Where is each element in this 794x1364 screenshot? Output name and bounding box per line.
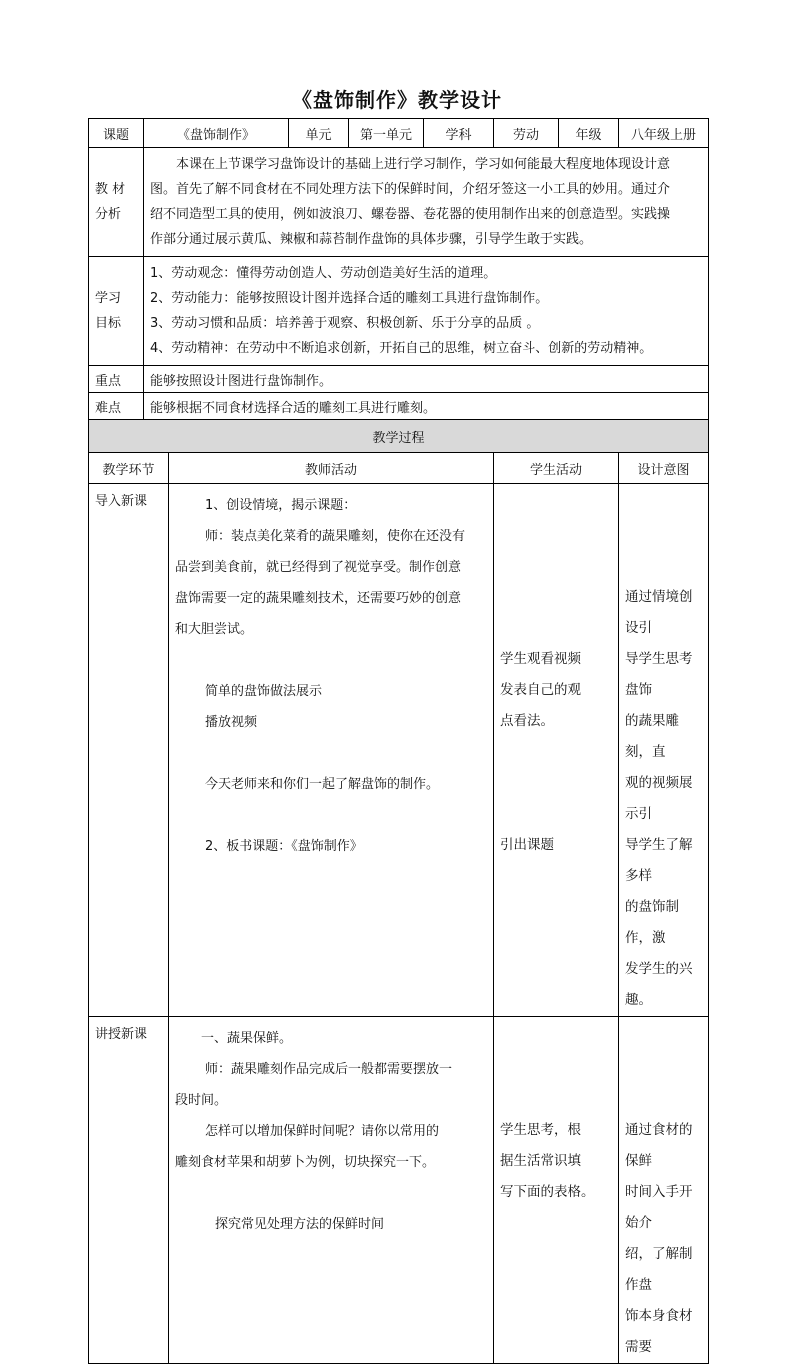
design-intent-lecture: 通过食材的保鲜 时间入手开始介 绍，了解制作盘 饰本身食材需要 (619, 1017, 709, 1364)
stage-intro: 导入新课 (89, 484, 169, 1017)
lesson-value: 《盘饰制作》 (144, 119, 289, 148)
objectives-row (89, 257, 709, 366)
column-student: 学生活动 (494, 453, 619, 484)
student-activity-lecture: 学生思考，根 据生活常识填 写下面的表格。 (494, 1017, 619, 1364)
difficulty-row (89, 393, 709, 420)
design-intent-intro: 通过情境创设引 导学生思考盘饰 的蔬果雕刻，直 观的视频展示引 导学生了解多样 的盘饰制作，激 发学生的兴趣。 (619, 484, 709, 1017)
process-header: 教学过程 (89, 420, 709, 453)
objectives-label: 学习 目标 (89, 257, 144, 366)
table-row (89, 484, 709, 1017)
key-point-text: 能够按照设计图进行盘饰制作。 (144, 366, 709, 393)
lesson-label: 课题 (89, 119, 144, 148)
grade-value: 八年级上册 (619, 119, 709, 148)
key-point-row (89, 366, 709, 393)
table-row (89, 1017, 709, 1364)
subject-value: 劳动 (494, 119, 559, 148)
objective-item: 4、劳动精神：在劳动中不断追求创新，开拓自己的思维，树立奋斗、创新的劳动精神。 (150, 341, 653, 356)
column-header-row (89, 453, 709, 484)
analysis-label: 教 材 分析 (89, 148, 144, 257)
teacher-activity-lecture: 一、蔬果保鲜。 师：蔬果雕刻作品完成后一般都需要摆放一 段时间。 怎样可以增加保鲜时间呢？请你以常用的 雕刻食材苹果和胡萝卜为例，切块探究一下。 探究常见处理方法的保鲜时间 (169, 1017, 494, 1364)
grade-label: 年级 (559, 119, 619, 148)
lesson-plan-table (88, 118, 709, 1364)
difficulty-label: 难点 (89, 393, 144, 420)
process-header-row (89, 420, 709, 453)
column-intent: 设计意图 (619, 453, 709, 484)
analysis-text: 本课在上节课学习盘饰设计的基础上进行学习制作，学习如何能最大程度地体现设计意 图。首先了解不同食材在不同处理方法下的保鲜时间，介绍牙签这一小工具的妙用。通过介 绍不同造型工具的使用，例如波浪刀、螺卷器、卷花器的使用制作出来的创意造型。实践操 作部分通过展示黄瓜、辣椒和蒜苔制作盘饰的具体步骤，引导学生敢于实践。 (144, 148, 709, 257)
unit-label: 单元 (289, 119, 349, 148)
objective-item: 3、劳动习惯和品质：培养善于观察、积极创新、乐于分享的品质 。 (150, 316, 540, 331)
key-point-label: 重点 (89, 366, 144, 393)
info-row (89, 119, 709, 148)
subject-label: 学科 (424, 119, 494, 148)
analysis-row (89, 148, 709, 257)
objective-item: 1、劳动观念：懂得劳动创造人、劳动创造美好生活的道理。 (150, 266, 497, 281)
objective-item: 2、劳动能力：能够按照设计图并选择合适的雕刻工具进行盘饰制作。 (150, 291, 549, 306)
student-activity-intro: 学生观看视频 发表自己的观 点看法。 引出课题 (494, 484, 619, 1017)
column-teacher: 教师活动 (169, 453, 494, 484)
stage-lecture: 讲授新课 (89, 1017, 169, 1364)
difficulty-text: 能够根据不同食材选择合适的雕刻工具进行雕刻。 (144, 393, 709, 420)
column-stage: 教学环节 (89, 453, 169, 484)
unit-value: 第一单元 (349, 119, 424, 148)
objectives-list (144, 257, 709, 366)
teacher-activity-intro: 1、创设情境，揭示课题： 师：装点美化菜肴的蔬果雕刻，使你在还没有 品尝到美食前，就已经得到了视觉享受。制作创意 盘饰需要一定的蔬果雕刻技术，还需要巧妙的创意 和大胆尝试。 简单的盘饰做法展示 播放视频 今天老师来和你们一起了解盘饰的制作。 2、板书课题：《盘饰制作》 (169, 484, 494, 1017)
page-title: 《盘饰制作》教学设计 (292, 88, 502, 112)
